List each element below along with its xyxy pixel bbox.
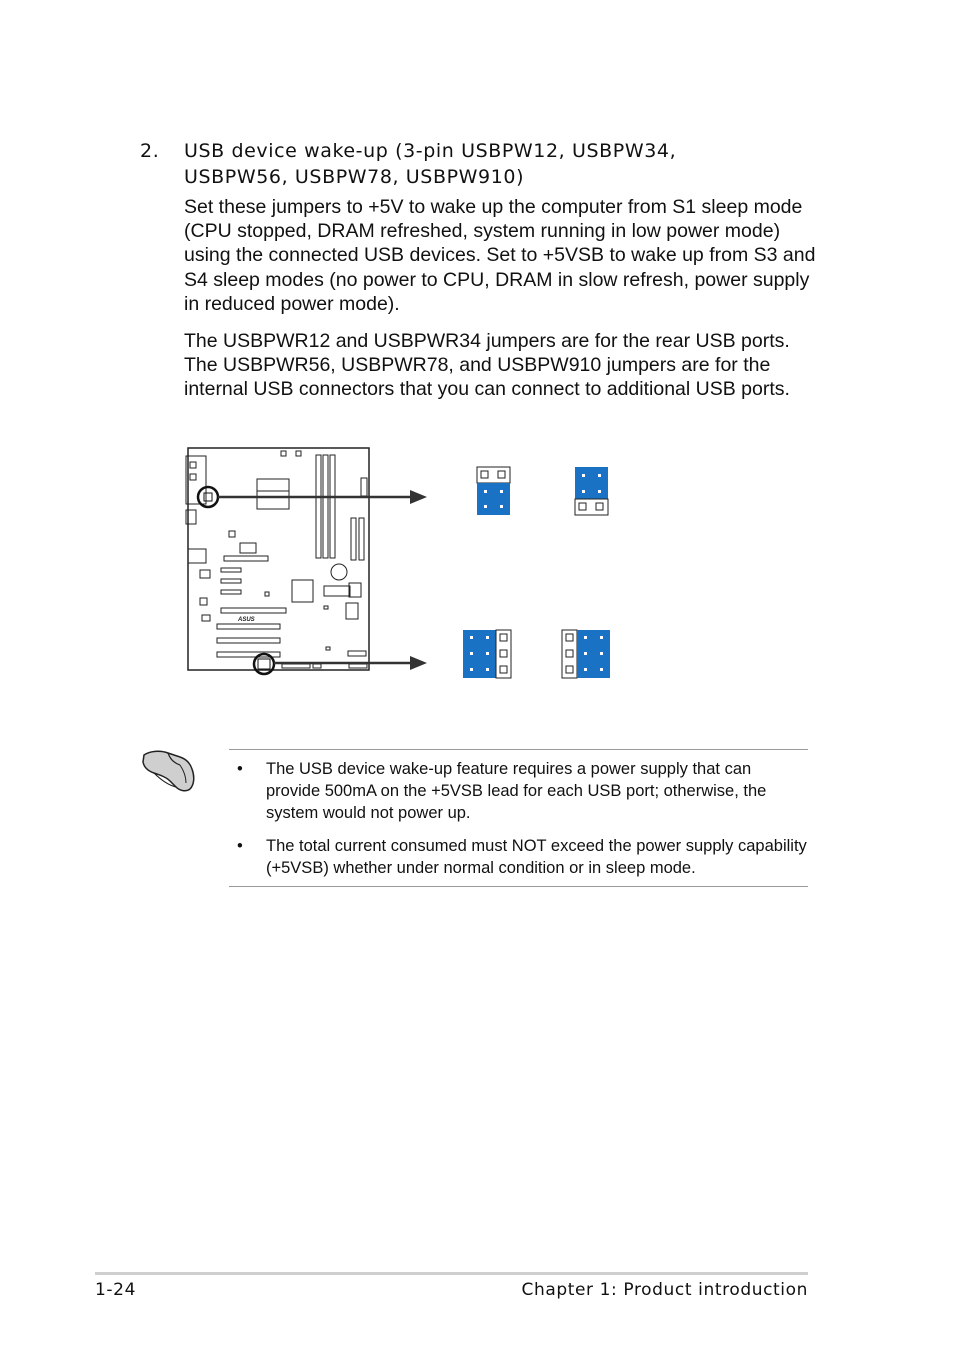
bullet-dot: • <box>237 837 243 855</box>
jumper-internal-setting-a <box>463 630 511 678</box>
section-title: USB device wake-up (3-pin USBPW12, USBPW34, USBPW56, USBPW78, USBPW910) <box>184 140 677 188</box>
jumper-rear-setting-a <box>477 467 510 515</box>
page-number: 1-24 <box>95 1280 136 1300</box>
section-number: 2. <box>140 140 160 162</box>
chapter-title: Chapter 1: Product introduction <box>521 1280 808 1300</box>
hand-note-icon <box>140 745 200 795</box>
jumper-internal-setting-b <box>562 630 610 678</box>
motherboard-layout <box>186 448 369 670</box>
bullet-dot: • <box>237 760 243 778</box>
footer-divider <box>95 1272 808 1275</box>
rear-jumper-highlight <box>198 487 218 507</box>
description-paragraph: Set these jumpers to +5V to wake up the computer from S1 sleep mode (CPU stopped, DRAM refreshed, system running in low power mode) using the connected USB devices. Set to +5VSB to wake up from S3 and S4 sleep modes (no power to CPU, DRAM in slow refresh, power supply in reduced power mode). <box>184 196 816 315</box>
note-text-2: The total current consumed must NOT exceed the power supply capability (+5VSB) whether under normal condition or in sleep mode. <box>266 837 807 877</box>
note-text-1: The USB device wake-up feature requires a power supply that can provide 500mA on the +5VSB lead for each USB port; otherwise, the system would not power up. <box>266 760 767 822</box>
note-bullet-2 <box>229 835 808 879</box>
jumper-rear-setting-b <box>575 467 608 515</box>
note-box <box>229 749 808 887</box>
arrow-rear <box>410 490 427 504</box>
board-logo: ASUS <box>238 617 255 623</box>
arrow-internal <box>410 656 427 670</box>
note-bullet-1 <box>229 758 808 824</box>
location-paragraph: The USBPWR12 and USBPWR34 jumpers are for the rear USB ports. The USBPWR56, USBPWR78, and USBPW910 jumpers are for the internal USB connectors that you can connect to additional USB ports. <box>184 330 790 401</box>
